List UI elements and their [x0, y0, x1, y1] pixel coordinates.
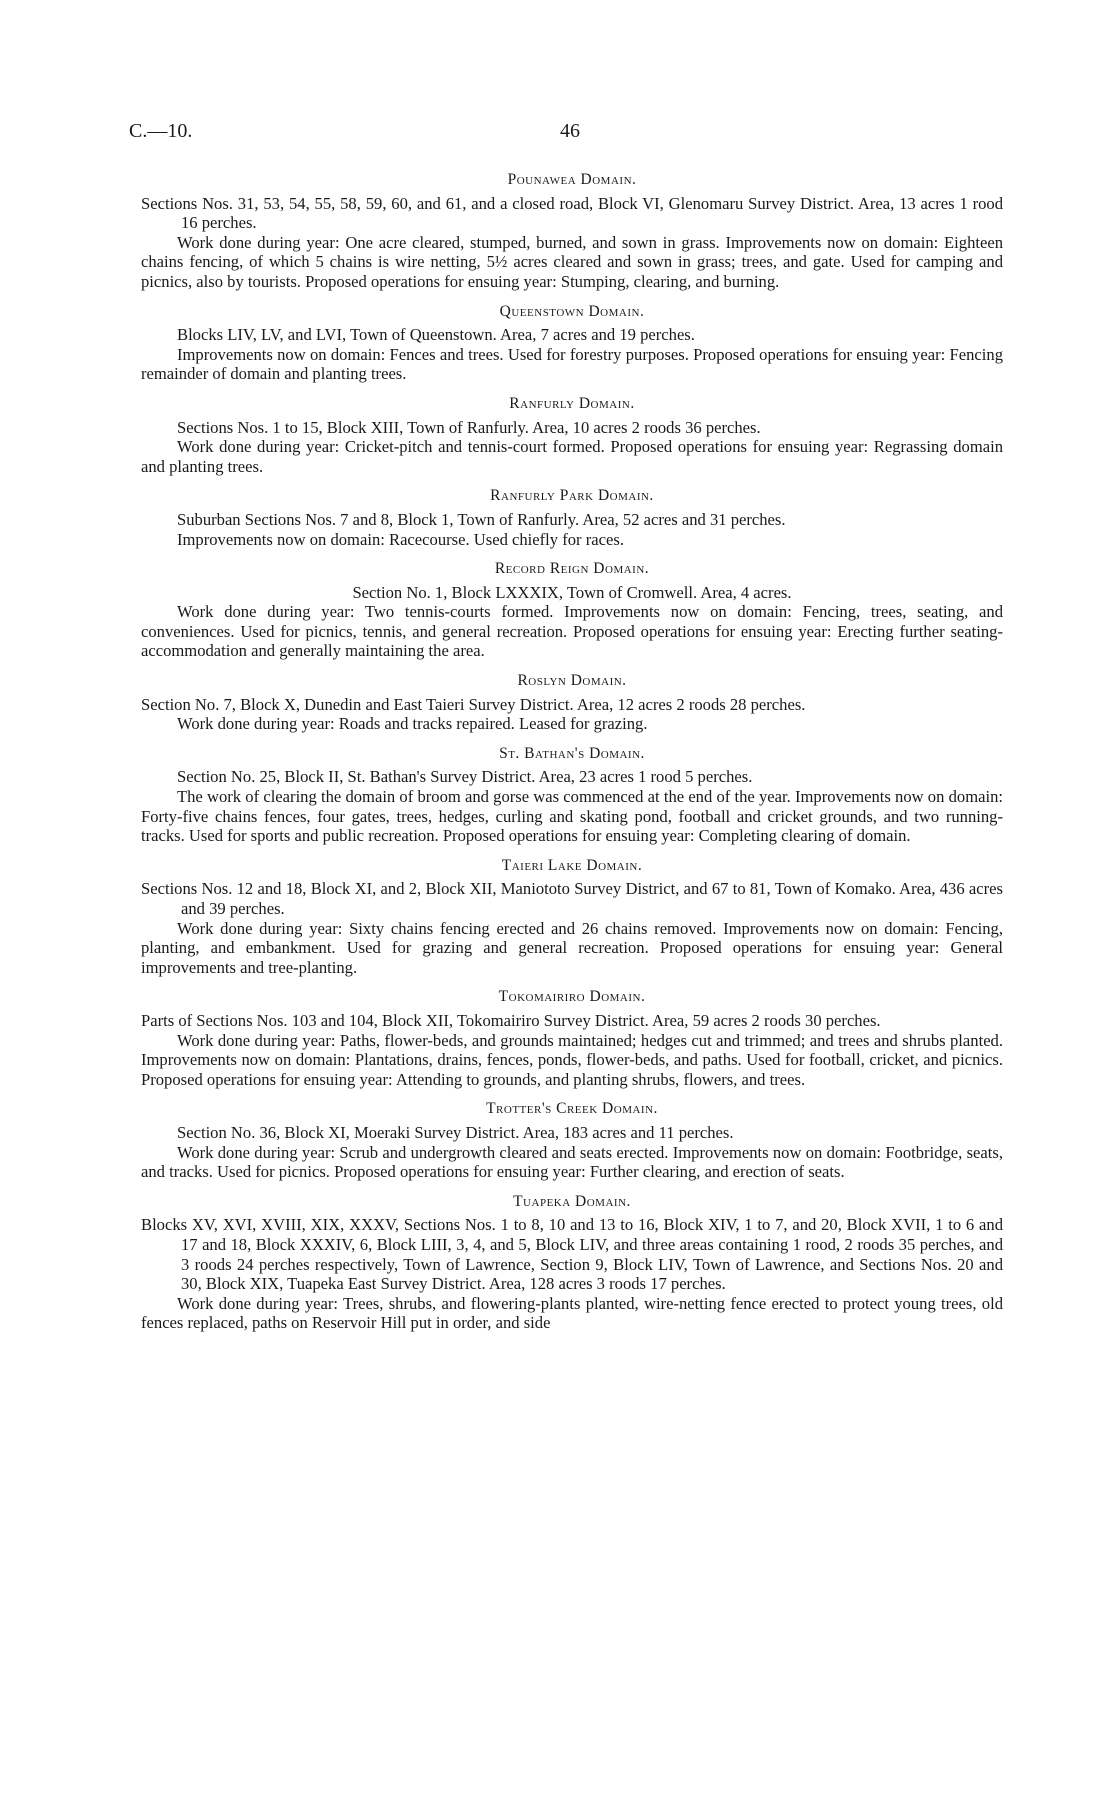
section-paragraph: The work of clearing the domain of broom and gorse was commenced at the end of the year. Improvements now on domain: Forty-five chains fences, four gates, trees, hedges, curling and skating pond, football and cricket grounds, and two running-tracks. Used for sports and public recreation. Proposed operations for ensuing year: Completing clearing of domain.: [141, 787, 1003, 846]
domain-section: [141, 559, 1003, 661]
domain-section: [141, 394, 1003, 476]
section-paragraph: Section No. 25, Block II, St. Bathan's Survey District. Area, 23 acres 1 rood 5 perches.: [177, 767, 753, 787]
section-paragraph: Parts of Sections Nos. 103 and 104, Block XII, Tokomairiro Survey District. Area, 59 acres 2 roods 30 perches.: [141, 1010, 881, 1030]
section-title: Queenstown Domain.: [499, 302, 645, 320]
section-paragraph: Section No. 36, Block XI, Moeraki Survey District. Area, 183 acres and 11 perches.: [177, 1122, 734, 1142]
section-paragraph: Blocks LIV, LV, and LVI, Town of Queenstown. Area, 7 acres and 19 perches.: [177, 325, 695, 345]
domain-section: [141, 1192, 1003, 1333]
section-title: St. Bathan's Domain.: [499, 744, 645, 762]
domain-section: [141, 671, 1003, 734]
page-header: [0, 120, 1114, 150]
domain-section: [141, 302, 1003, 384]
section-paragraph: Work done during year: Cricket-pitch and tennis-court formed. Proposed operations for ensuing year: Regrassing domain and planting trees.: [141, 437, 1003, 476]
domain-section: [141, 744, 1003, 846]
section-paragraph: Work done during year: Roads and tracks repaired. Leased for grazing.: [177, 714, 648, 734]
section-title: Pounawea Domain.: [507, 171, 637, 188]
section-paragraph: Work done during year: Trees, shrubs, and flowering-plants planted, wire-netting fence erected to protect young trees, old fences replaced, paths on Reservoir Hill put in order, and side: [141, 1293, 1003, 1333]
section-title: Ranfurly Park Domain.: [490, 487, 654, 505]
document-reference: C.—10.: [129, 120, 193, 142]
section-title: Roslyn Domain.: [517, 672, 627, 690]
section-title: Taieri Lake Domain.: [501, 856, 643, 874]
section-paragraph: Improvements now on domain: Racecourse. Used chiefly for races.: [177, 529, 624, 549]
section-paragraph: Work done during year: Paths, flower-beds, and grounds maintained; hedges cut and trimmed; and trees and shrubs planted. Improvements now on domain: Plantations, drains, fences, ponds, flower-beds, and paths. Used for football, cricket, and picnics. Proposed operations for ensuing year: Attending to grounds, and planting shrubs, flowers, and trees.: [141, 1030, 1003, 1089]
section-paragraph: Sections Nos. 1 to 15, Block XIII, Town of Ranfurly. Area, 10 acres 2 roods 36 perches.: [177, 417, 761, 437]
section-paragraph: Suburban Sections Nos. 7 and 8, Block 1, Town of Ranfurly. Area, 52 acres and 31 perches.: [177, 509, 786, 529]
section-paragraph: Blocks XV, XVI, XVIII, XIX, XXXV, Sections Nos. 1 to 8, 10 and 13 to 16, Block XIV, 1 to 7, and 20, Block XVII, 1 to 6 and 17 and 18, Block XXXIV, 6, Block LIII, 3, 4, and 5, Block LIV, and three areas containing 1 rood, 2 roods 35 perches, and 3 roods 24 perches respectively, Town of Lawrence, Section 9, Block LIV, Town of Lawrence, and Sections Nos. 20 and 30, Block XIX, Tuapeka East Survey District. Area, 128 acres 3 roods 17 perches.: [141, 1215, 1003, 1294]
section-paragraph: Section No. 1, Block LXXXIX, Town of Cromwell. Area, 4 acres.: [352, 582, 792, 602]
section-paragraph: Work done during year: Scrub and undergrowth cleared and seats erected. Improvements now on domain: Footbridge, seats, and tracks. Used for picnics. Proposed operations for ensuing year: Further clearing, and erection of seats.: [141, 1142, 1003, 1182]
domain-section: [141, 486, 1003, 549]
section-paragraph: Sections Nos. 31, 53, 54, 55, 58, 59, 60, and 61, and a closed road, Block VI, Glenomaru Survey District. Area, 13 acres 1 rood 16 perches.: [141, 193, 1003, 233]
section-title: Record Reign Domain.: [494, 560, 650, 578]
section-paragraph: Work done during year: Sixty chains fencing erected and 26 chains removed. Improvements now on domain: Fencing, planting, and embankment. Used for grazing and general recreation. Proposed operations for ensuing year: General improvements and tree-planting.: [141, 918, 1003, 977]
section-title: Tokomairiro Domain.: [498, 988, 646, 1006]
section-paragraph: Improvements now on domain: Fences and trees. Used for forestry purposes. Proposed operations for ensuing year: Fencing remainder of domain and planting trees.: [141, 344, 1003, 384]
section-paragraph: Section No. 7, Block X, Dunedin and East Taieri Survey District. Area, 12 acres 2 roods 28 perches.: [141, 694, 806, 714]
document-body: [141, 170, 1003, 1343]
section-paragraph: Sections Nos. 12 and 18, Block XI, and 2, Block XII, Maniototo Survey District, and 67 to 81, Town of Komako. Area, 436 acres and 39 perches.: [141, 879, 1003, 918]
domain-section: [141, 170, 1003, 292]
section-title: Ranfurly Domain.: [509, 394, 635, 412]
section-title: Trotter's Creek Domain.: [486, 1100, 658, 1118]
section-paragraph: Work done during year: Two tennis-courts formed. Improvements now on domain: Fencing, trees, seating, and conveniences. Used for picnics, tennis, and general recreation. Proposed operations for ensuing year: Erecting further seating-accommodation and generally maintaining the area.: [141, 602, 1003, 661]
domain-section: [141, 1099, 1003, 1181]
section-paragraph: Work done during year: One acre cleared, stumped, burned, and sown in grass. Improvements now on domain: Eighteen chains fencing, of which 5 chains is wire netting, 5½ acres cleared and sown in grass; trees, and gate. Used for camping and picnics, also by tourists. Proposed operations for ensuing year: Stumping, clearing, and burning.: [141, 232, 1003, 291]
domain-section: [141, 987, 1003, 1089]
domain-section: [141, 856, 1003, 978]
page-number: 46: [560, 120, 580, 142]
section-title: Tuapeka Domain.: [513, 1192, 631, 1210]
